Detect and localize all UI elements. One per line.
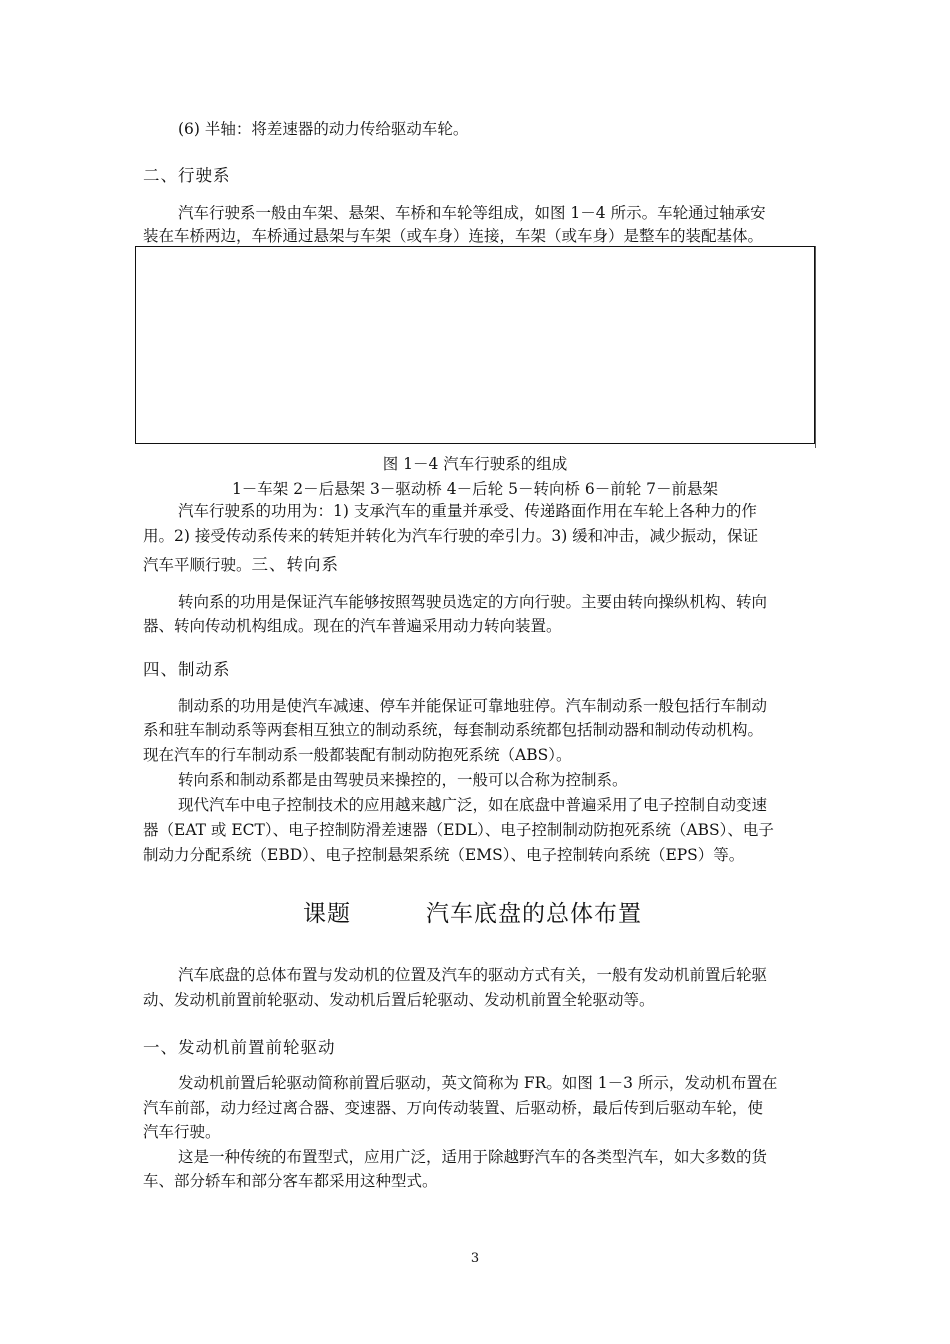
paragraph-line: 汽车底盘的总体布置与发动机的位置及汽车的驱动方式有关，一般有发动机前置后轮驱 [178,966,768,984]
paragraph-line: 系和驻车制动系等两套相互独立的制动系统，每套制动系统都包括制动器和制动传动机构。 [143,721,764,739]
paragraph-line: 汽车行驶。 [143,1123,221,1141]
paragraph-line: 器（EAT 或 ECT）、电子控制防滑差速器（EDL）、电子控制制动防抱死系统（ABS）、电子 [143,821,774,839]
section-heading-front-engine: 一、发动机前置前轮驱动 [143,1038,336,1057]
section-heading-braking-system: 四、制动系 [143,660,231,679]
figure-legend: 1－车架 2－后悬架 3－驱动桥 4－后轮 5－转向桥 6－前轮 7－前悬架 [231,480,719,498]
figure-caption: 图 1－4 汽车行驶系的组成 [382,455,568,473]
paragraph-line: 装在车桥两边，车桥通过悬架与车架（或车身）连接，车架（或车身）是整车的装配基体。 [143,227,764,245]
item-half-shaft: (6) 半轴：将差速器的动力传给驱动车轮。 [178,120,469,138]
figure-edge-line [815,246,816,448]
paragraph-line: 制动系的功用是使汽车减速、停车并能保证可靠地驻停。汽车制动系一般包括行车制动 [178,697,768,715]
paragraph-line: 器、转向传动机构组成。现在的汽车普遍采用动力转向装置。 [143,617,562,635]
section-heading-running-system: 二、行驶系 [143,166,231,185]
paragraph-line: 发动机前置后轮驱动简称前置后驱动，英文简称为 FR。如图 1－3 所示，发动机布置在 [178,1074,778,1092]
paragraph-line: 汽车行驶系的功用为：1) 支承汽车的重量并承受、传递路面作用在车轮上各种力的作 [178,502,757,520]
figure-frame [135,246,815,444]
paragraph-line: 这是一种传统的布置型式，应用广泛，适用于除越野汽车的各类型汽车，如大多数的货 [178,1148,768,1166]
paragraph-line: 汽车行驶系一般由车架、悬架、车桥和车轮等组成，如图 1－4 所示。车轮通过轴承安 [178,204,766,222]
section-heading-steering-system: 三、转向系 [251,555,340,574]
paragraph-line: 转向系的功用是保证汽车能够按照驾驶员选定的方向行驶。主要由转向操纵机构、转向 [178,593,768,611]
paragraph-line: 现在汽车的行车制动系一般都装配有制动防抱死系统（ABS）。 [143,746,572,764]
paragraph-line: 制动力分配系统（EBD）、电子控制悬架系统（EMS）、电子控制转向系统（EPS）等。 [143,846,745,864]
paragraph-line: 汽车前部，动力经过离合器、变速器、万向传动装置、后驱动桥，最后传到后驱动车轮，使 [143,1099,764,1117]
paragraph-line-end: 汽车平顺行驶。 [143,556,252,574]
paragraph-line [143,555,339,575]
paragraph-line: 动、发动机前置前轮驱动、发动机后置后轮驱动、发动机前置全轮驱动等。 [143,991,655,1009]
paragraph-line: 现代汽车中电子控制技术的应用越来越广泛，如在底盘中普遍采用了电子控制自动变速 [178,796,768,814]
page-number: 3 [470,1251,480,1266]
lesson-title: 汽车底盘的总体布置 [426,901,642,927]
paragraph-line: 转向系和制动系都是由驾驶员来操控的，一般可以合称为控制系。 [178,771,628,789]
paragraph-line: 车、部分轿车和部分客车都采用这种型式。 [143,1172,438,1190]
paragraph-line: 用。2) 接受传动系传来的转矩并转化为汽车行驶的牵引力。3) 缓和冲击，减少振动，保证 [143,527,759,545]
lesson-label: 课题 [303,901,351,927]
